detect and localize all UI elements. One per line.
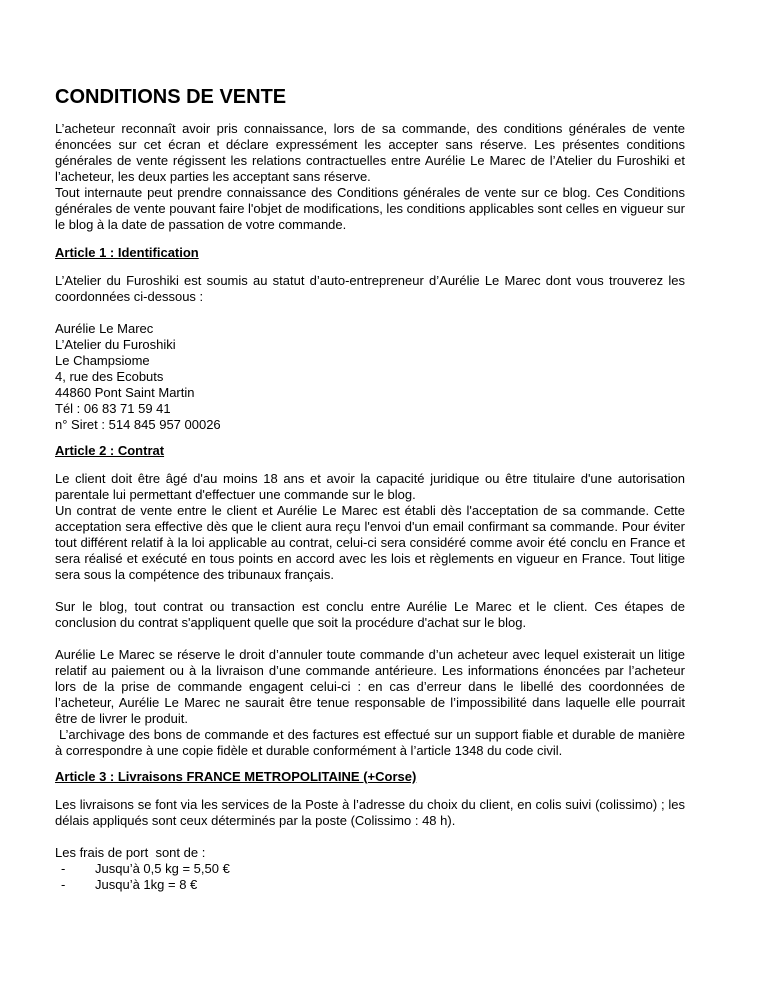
- article-2-paragraph-4: Aurélie Le Marec se réserve le droit d’annuler toute commande d’un acheteur avec lequel existerait un litige relatif au paiement ou à la livraison d’une commande antérieure. Les informations énoncées par l’acheteur lors de la prise de commande engagent celui-ci : en cas d’erreur dans le libellé des coordonnées de l’acheteur, Aurélie Le Marec ne saurait être tenue responsable de l’impossibilité dans laquelle elle pourrait être de livrer le produit.: [55, 647, 685, 726]
- address-line: Le Champsiome: [55, 353, 150, 368]
- address-line: Tél : 06 83 71 59 41: [55, 401, 171, 416]
- address-line: 4, rue des Ecobuts: [55, 369, 164, 384]
- fees-list: [55, 861, 685, 893]
- article-1-heading: Article 1 : Identification: [55, 245, 199, 260]
- fees-intro: Les frais de port sont de :: [55, 845, 206, 860]
- intro-paragraph-1: L’acheteur reconnaît avoir pris connaissance, lors de sa commande, des conditions générales de vente énoncées sur cet écran et déclare expressément les accepter sans réserve. Les présentes conditions générales de vente régissent les relations contractuelles entre Aurélie Le Marec de l’Atelier du Furoshiki et l’acheteur, les deux parties les acceptant sans réserve.: [55, 121, 685, 184]
- article-1-text: L’Atelier du Furoshiki est soumis au statut d’auto-entrepreneur d’Aurélie Le Marec dont vous trouverez les coordonnées ci-dessous :: [55, 273, 685, 304]
- address-line: n° Siret : 514 845 957 00026: [55, 417, 221, 432]
- address-line: L’Atelier du Furoshiki: [55, 337, 176, 352]
- article-3-heading: Article 3 : Livraisons FRANCE METROPOLITAINE (+Corse): [55, 769, 417, 784]
- article-2-paragraph-1: Le client doit être âgé d'au moins 18 ans et avoir la capacité juridique ou être titulaire d'une autorisation parentale lui permettant d'effectuer une commande sur le blog.: [55, 471, 685, 502]
- intro-paragraph-2: Tout internaute peut prendre connaissance des Conditions générales de vente sur ce blog. Ces Conditions générales de vente pouvant faire l'objet de modifications, les conditions applicables sont celles en vigueur sur le blog à la date de passation de votre commande.: [55, 185, 685, 232]
- page-title: CONDITIONS DE VENTE: [55, 86, 287, 108]
- list-item: - Jusqu’à 1kg = 8 €: [61, 877, 198, 892]
- list-item: - Jusqu’à 0,5 kg = 5,50 €: [61, 861, 230, 876]
- address-line: 44860 Pont Saint Martin: [55, 385, 195, 400]
- article-2-heading: Article 2 : Contrat: [55, 443, 165, 458]
- address-block: [55, 321, 685, 433]
- article-2-paragraph-3: Sur le blog, tout contrat ou transaction est conclu entre Aurélie Le Marec et le client. Ces étapes de conclusion du contrat s'appliquent quelle que soit la procédure d'achat sur le blog.: [55, 599, 685, 630]
- address-line: Aurélie Le Marec: [55, 321, 154, 336]
- article-2-paragraph-5: L’archivage des bons de commande et des factures est effectué sur un support fiable et durable de manière à correspondre à une copie fidèle et durable conformément à l’article 1348 du code civil.: [55, 727, 689, 758]
- article-3-paragraph-1: Les livraisons se font via les services de la Poste à l’adresse du choix du client, en colis suivi (colissimo) ; les délais appliqués sont ceux déterminés par la poste (Colissimo : 48 h).: [55, 797, 685, 828]
- article-2-paragraph-2: Un contrat de vente entre le client et Aurélie Le Marec est établi dès l'acceptation de sa commande. Cette acceptation sera effective dès que le client aura reçu l'envoi d'un email confirmant sa commande. Pour éviter tout différent relatif à la loi applicable au contrat, celui-ci sera considéré comme avoir été conclu en France et sera réalisé et exécuté en tous points en accord avec les lois et règlements en vigueur en France. Tout litige sera sous la compétence des tribunaux français.: [55, 503, 685, 582]
